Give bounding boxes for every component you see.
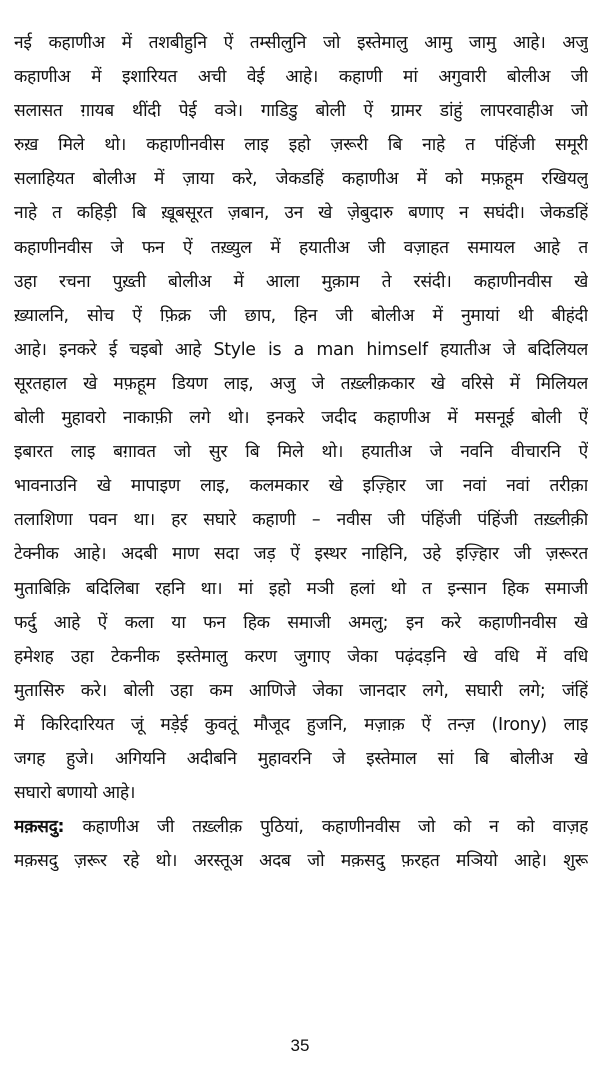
text-line: टेक्नीक आहे। अदबी माण सदा जड़ ऐं इस्थर नाहिनि, उहे इज़्हिार जी ज़रूरत [14, 544, 588, 565]
text-line: में किरिदारियत जूं मड़ेई कुवतूं मौजूद हुजनि, मज़ाक़ ऐं तन्ज़ (Irony) लाइ [14, 714, 588, 735]
text-line: सलाहियत बोलीअ में ज़ाया करे, जेकडहिं कहाणीअ में को मफ़हूम रखियलु [14, 169, 588, 190]
text-line: फर्दु आहे ऐं कला या फन हिक समाजी अमलु; इन करे कहाणीनवीस खे [14, 612, 588, 633]
text-line: हमेशह उहा टेकनीक इस्तेमालु करण जुगाए जेका पढ़ंदड़नि खे वधि में वधि [14, 646, 588, 667]
text-line: ख़्यालनि, सोच ऐं फ़िक्र जी छाप, हिन जी बोलीअ में नुमायां थी बीहंदी [14, 305, 588, 326]
text-line: तलाशिणा पवन था। हर सघारे कहाणी – नवीस जी पंहिंजी पंहिंजी तख़्लीक़ी [14, 510, 588, 531]
paragraph-first-line [14, 810, 588, 844]
text-line: आहे। इनकरे ई चइबो आहे Style is a man himself हयातीअ जे बदिलियल [14, 339, 588, 360]
text-line: कहाणीनवीस जे फन ऐं तख़्युल में हयातीअ जी वज़ाहत समायल आहे त [14, 237, 588, 258]
text-line: बोली मुहावरो नाकाफ़ी लगे थो। इनकरे जदीद कहाणीअ में मसनूई बोली ऐं [14, 408, 588, 429]
text-line: भावनाउनि खे मापाइण लाइ, कलमकार खे इज़्हिार जा नवां नवां तरीक़ा [14, 476, 588, 497]
text-line: रुख़ मिले थो। कहाणीनवीस लाइ इहो ज़रूरी बि नाहे त पंहिंजी समूरी [14, 135, 588, 156]
text-line: सघारो बणायो आहे। [14, 783, 136, 804]
paragraph-heading: मक़सदु: [14, 817, 65, 838]
text-line: नाहे त कहिड़ी बि ख़ूबसूरत ज़बान, उन खे ज़ेबुदारु बणाए न सघंदी। जेकडहिं [14, 203, 588, 224]
text-line: मुताबिक़ि बदिलिबा रहनि था। मां इहो मञी हलां थो त इन्सान हिक समाजी [14, 578, 588, 599]
text-line: जगह हुजे। अगियनि अदीबनि मुहावरनि जे इस्तेमाल सां बि बोलीअ खे [14, 748, 588, 769]
text-line: नई कहाणीअ में तशबीहुनि ऐं तम्सीलुनि जो इस्तेमालु आमु जामु आहे। अजु [14, 33, 588, 53]
text-line: सूरतहाल खे मफ़हूम डियण लाइ, अजु जे तख़्लीक़कार खे वरिसे में मिलियल [14, 373, 588, 394]
text-line: कहाणीअ में इशारियत अची वेई आहे। कहाणी मां अगुवारी बोलीअ जी [14, 67, 588, 88]
page-number: 35 [290, 1036, 310, 1055]
paragraph-first-line-text: कहाणीअ जी तख़्लीक़ पुठियां, कहाणीनवीस जो को न को वाज़ह [82, 817, 588, 838]
text-line: सलासत ग़ायब थींदी पेई वञे। गाडिडु बोली ऐं ग्रामर डांहुं लापरवाहीअ जो [14, 101, 588, 122]
body-text [14, 26, 588, 878]
text-line: इबारत लाइ बग़ावत जो सुर बि मिले थो। हयातीअ जे नवनि वीचारनि ऐं [14, 442, 588, 463]
text-line: मुतासिरु करे। बोली उहा कम आणिजे जेका जानदार लगे, सघारी लगे; जंहिं [14, 680, 588, 701]
text-line: मक़सदु ज़रूर रहे थो। अरस्तूअ अदब जो मक़सदु फ़रहत मञियो आहे। शुरू [14, 851, 588, 872]
text-line: उहा रचना पुख़्ती बोलीअ में आला मुक़ाम ते रसंदी। कहाणीनवीस खे [14, 271, 588, 292]
